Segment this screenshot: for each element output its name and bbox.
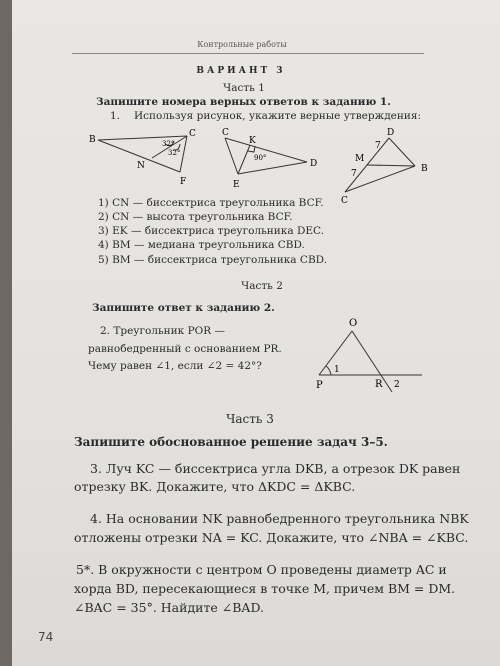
fig2-label-k: K [249, 136, 256, 146]
task1-number: 1. [110, 110, 121, 122]
task2-line-1: 2. Треугольник POR — [100, 325, 225, 337]
variant-title: ВАРИАНТ 3 [196, 66, 286, 76]
part1-instruction: Запишите номера верных ответов к заданию 1. [96, 96, 391, 108]
option-2: 2) CN — высота треугольника BCF. [98, 211, 293, 223]
option-4: 4) BM — медиана треугольника CBD. [98, 239, 305, 251]
fig-label-o: O [349, 318, 358, 329]
fig3-label-c: C [341, 196, 348, 204]
fig3-mark-7-bottom: 7 [351, 169, 357, 179]
fig-label-p: P [316, 380, 323, 391]
part2-instruction: Запишите ответ к заданию 2. [92, 302, 275, 314]
fig-label-r: R [375, 379, 383, 390]
task3-line-2: отрезку BK. Докажите, что ΔKDC = ΔKBC. [74, 479, 356, 494]
header-rule [72, 53, 424, 54]
part1-title: Часть 1 [223, 82, 265, 94]
task3-line-1: 3. Луч KC — биссектриса угла DKB, а отрезок DK равен [90, 461, 461, 476]
task2-line-3: Чему равен ∠1, если ∠2 = 42°? [88, 360, 262, 372]
fig2-angle: 90° [254, 154, 267, 162]
task5-line-1: 5*. В окружности с центром O проведены диаметр AC и [76, 562, 447, 577]
part3-title: Часть 3 [226, 412, 274, 426]
task1-text: Используя рисунок, укажите верные утверждения: [134, 110, 422, 122]
option-3: 3) EK — биссектриса треугольника DEC. [98, 225, 325, 237]
fig1-angle-2: 32° [168, 149, 181, 157]
fig3-label-b: B [421, 164, 428, 174]
task1-figures [82, 124, 432, 204]
textbook-page [12, 0, 500, 666]
fig3-label-m: M [355, 154, 365, 164]
task2-figure [312, 314, 442, 394]
fig2-label-d: D [310, 159, 318, 169]
fig1-angle-1: 32° [162, 140, 175, 148]
option-1: 1) CN — биссектриса треугольника BCF. [98, 197, 324, 209]
fig3-mark-7-top: 7 [375, 141, 381, 151]
task4-line-2: отложены отрезки NA = KC. Докажите, что ∠NBA = ∠KBC. [74, 530, 469, 545]
fig1-label-c: C [189, 129, 196, 139]
task4-line-1: 4. На основании NK равнобедренного треугольника NBK [90, 511, 469, 526]
part3-instruction: Запишите обоснованное решение задач 3–5. [74, 435, 388, 449]
running-title: Контрольные работы [197, 40, 287, 49]
fig-angle-1: 1 [334, 365, 340, 375]
task5-line-2: хорда BD, пересекающиеся в точке M, причем BM = DM. [74, 581, 456, 596]
task5-line-3: ∠BAC = 35°. Найдите ∠BAD. [74, 600, 265, 615]
option-5: 5) BM — биссектриса треугольника CBD. [98, 254, 328, 266]
fig1-label-b: B [89, 135, 96, 145]
fig1-label-f: F [180, 177, 187, 187]
fig2-label-e: E [233, 180, 240, 190]
part2-title: Часть 2 [241, 280, 283, 292]
fig1-label-n: N [137, 161, 145, 171]
fig3-label-d: D [387, 128, 395, 138]
triangle-por [319, 331, 422, 392]
task2-line-2: равнобедренный с основанием PR. [88, 343, 282, 355]
fig2-label-c: C [222, 128, 229, 138]
fig-angle-2: 2 [394, 380, 400, 390]
page-number: 74 [38, 630, 54, 644]
